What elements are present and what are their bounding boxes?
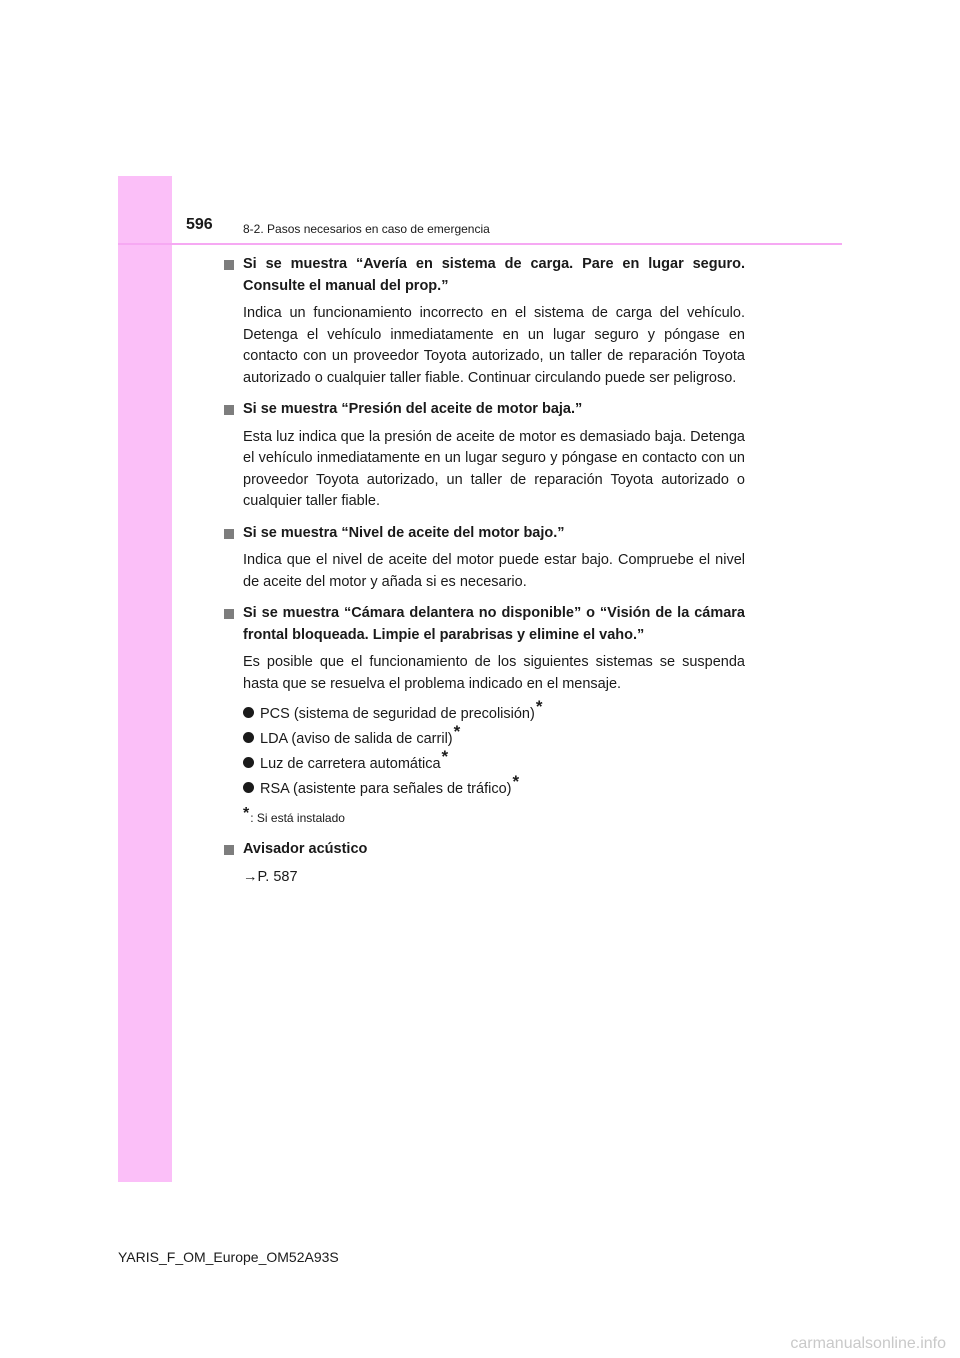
affected-systems-list [222,697,745,801]
chapter-sidebar-tab [118,176,172,1182]
bullet-dot-icon [243,782,254,793]
section-body: Es posible que el funcionamiento de los siguientes sistemas se suspenda hasta que se resuelva el problema indicado en el mensaje. [243,654,745,692]
section-buzzer [222,839,745,888]
footnote-marker: * [243,805,250,822]
bullet-dot-icon [243,732,254,743]
bullet-dot-icon [243,707,254,718]
section-heading: Avisador acústico [222,839,745,861]
page-number: 596 [186,216,213,233]
arrow-right-icon: → [243,868,258,885]
square-bullet-icon [224,609,234,619]
footnote-marker: * [512,772,520,791]
section-body: Esta luz indica que la presión de aceite de motor es demasiado baja. Detenga el vehículo inmediatamente en un lugar seguro y póngase en contacto con un proveedor Toyota autorizado, un taller de reparación Toyota autorizado o cualquier taller fiable. [243,428,745,509]
section-heading: Si se muestra “Nivel de aceite del motor bajo.” [222,523,745,545]
section-heading: Si se muestra “Avería en sistema de carga. Pare en lugar seguro. Consulte el manual del prop.” [222,254,745,297]
header-rule [118,243,842,245]
square-bullet-icon [224,529,234,539]
list-item: RSA (asistente para señales de tráfico)* [243,776,745,801]
document-id: YARIS_F_OM_Europe_OM52A93S [118,1249,339,1265]
page-content [222,254,745,898]
list-item: PCS (sistema de seguridad de precolisión)* [243,701,745,726]
section-front-camera [222,603,745,827]
square-bullet-icon [224,405,234,415]
section-body: Indica un funcionamiento incorrecto en el sistema de carga del vehículo. Detenga el vehículo inmediatamente en un lugar seguro y póngase en contacto con un proveedor Toyota autorizado, un taller de reparación Toyota autorizado o cualquier taller fiable. Continuar circulando puede ser peligroso. [243,305,745,386]
page-reference-link[interactable]: →P. 587 [243,868,298,885]
section-title: 8-2. Pasos necesarios en caso de emergencia [243,222,490,236]
square-bullet-icon [224,845,234,855]
section-charging-system [222,254,745,389]
list-item: Luz de carretera automática* [243,751,745,776]
section-oil-level [222,523,745,594]
footnote-marker: * [535,697,543,716]
list-item: LDA (aviso de salida de carril)* [243,726,745,751]
section-oil-pressure [222,399,745,513]
square-bullet-icon [224,260,234,270]
footnote: *: Si está instalado [243,805,345,825]
bullet-dot-icon [243,757,254,768]
watermark: carmanualsonline.info [790,1335,946,1352]
section-heading: Si se muestra “Presión del aceite de motor baja.” [222,399,745,421]
section-body: Indica que el nivel de aceite del motor puede estar bajo. Compruebe el nivel de aceite del motor y añada si es necesario. [243,552,745,590]
footnote-marker: * [441,747,449,766]
section-heading: Si se muestra “Cámara delantera no disponible” o “Visión de la cámara frontal bloqueada. Limpie el parabrisas y elimine el vaho.” [222,603,745,646]
footnote-marker: * [453,722,461,741]
